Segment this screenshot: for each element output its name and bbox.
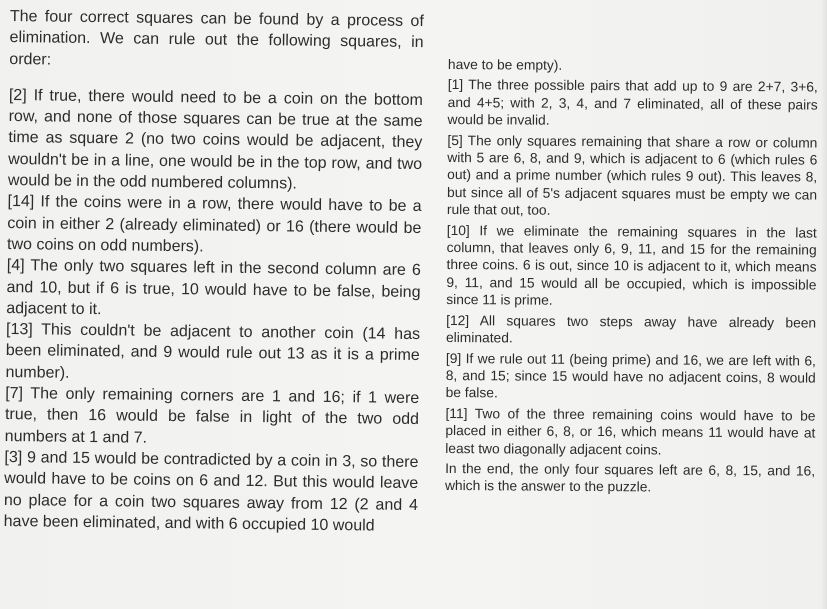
intro-paragraph: The four correct squares can be found by a process of elimination. We can rule out the following squares, in order: — [9, 7, 424, 69]
elimination-square-9: [9] If we rule out 11 (being prime) and 16, we are left with 6, 8, and 15; since 15 would have no adjacent coins, 8 would be false. — [445, 350, 816, 401]
elimination-square-1: [1] The three possible pairs that add up to 9 are 2+7, 3+6, and 4+5; with 2, 3, 4, and 7 eliminated, all of these pairs would be invalid. — [447, 77, 818, 128]
elimination-square-11: [11] Two of the three remaining coins would have to be placed in either 6, 8, or 16, which means 11 would have at least two diagonally adjacent coins. — [445, 405, 816, 458]
elimination-square-12: [12] All squares two steps away have already been eliminated. — [445, 312, 817, 346]
elimination-square-2: [2] If true, there would need to be a coin on the bottom row, and none of those squares can be true at the same time as square 2 (no two coins would be adjacent, they wouldn't be in a line, one would be in the top row, and two would be in the odd numbered columns). — [7, 86, 423, 193]
elimination-square-5: [5] The only squares remaining that share a row or column with 5 are 6, 8, and 9, which is adjacent to 6 (which rules 6 out) and a prime number (which rules 9 out). This leaves 8, but since all of 5's adjacent squares must be empty we can rule that out, too. — [446, 132, 818, 218]
conclusion-paragraph: In the end, the only four squares left are 6, 8, 15, and 16, which is the answer to the puzzle. — [444, 460, 816, 495]
elimination-square-13: [13] This couldn't be adjacent to another coin (14 has been eliminated, and 9 would rule out 13 as it is a prime number). — [5, 321, 421, 382]
elimination-square-7: [7] The only remaining corners are 1 and 16; if 1 were true, then 16 would be false in light of the two odd numbers at 1 and 7. — [4, 385, 420, 447]
continuation-paragraph: have to be empty). — [447, 56, 563, 73]
elimination-square-10: [10] If we eliminate the remaining squares in the last column, that leaves only 6, 9, 11, and 15 for the remaining three coins. 6 is out, since 10 is adjacent to it, which means 9, 11, and 15 would all be occupied, which is impossible since 11 is prime. — [446, 222, 817, 309]
elimination-square-4: [4] The only two squares left in the second column are 6 and 10, but if 6 is true, 10 would have to be false, being adjacent to it. — [6, 257, 421, 318]
elimination-square-3: [3] 9 and 15 would be contradicted by a coin in 3, so there would have to be coins on 6 and 12. But this would leave no place for a coin two squares away from 12 (2 and 4 have been eliminated, and with 6 occupied 10 would — [3, 448, 419, 535]
right-column — [445, 56, 818, 497]
left-column — [4, 6, 424, 537]
elimination-square-14: [14] If the coins were in a row, there would have to be a coin in either 2 (already eliminated) or 16 (there would be two coins on odd numbers). — [6, 193, 422, 256]
page-edge-shadow — [821, 0, 827, 609]
